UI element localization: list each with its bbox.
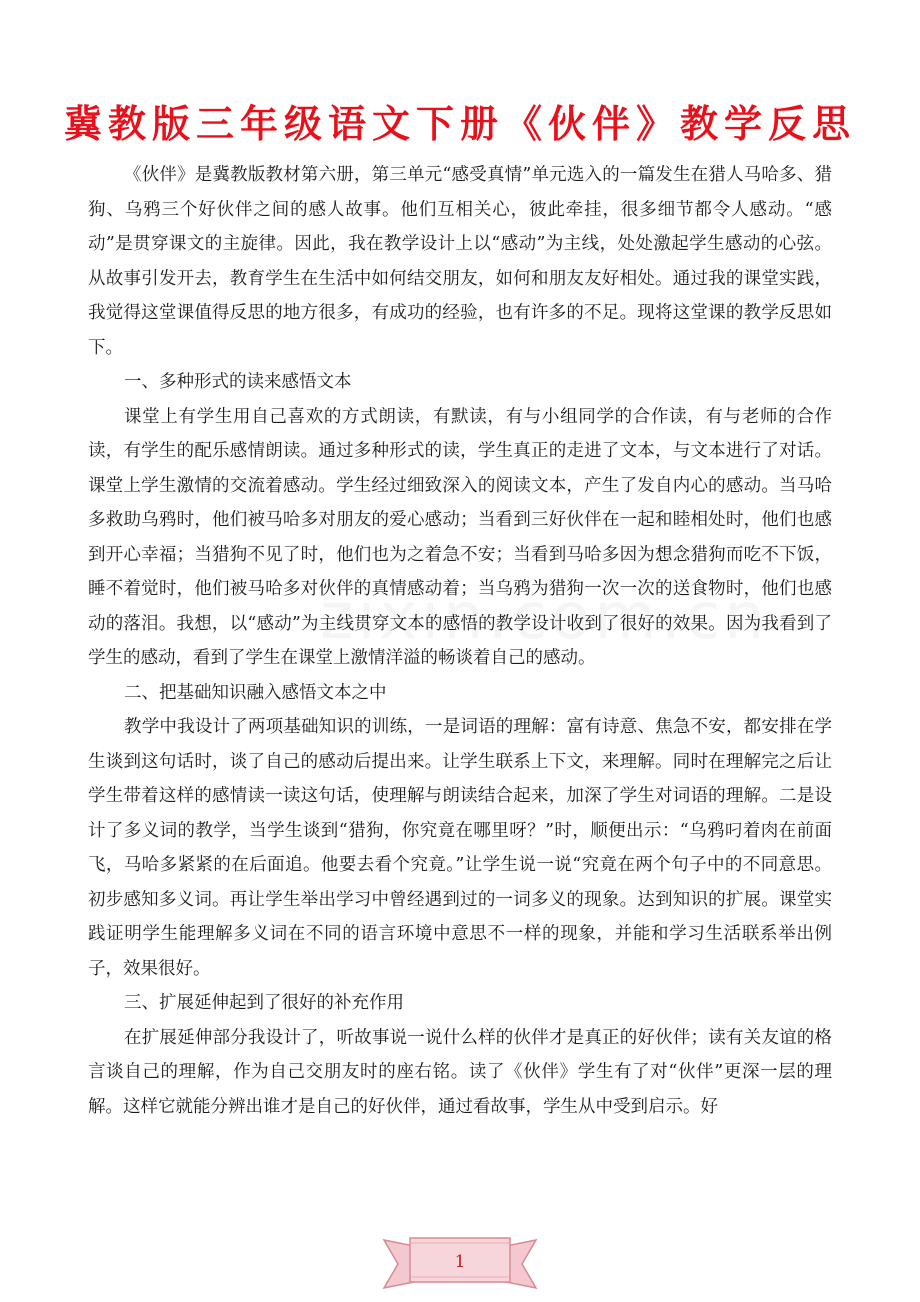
- section-paragraph-2: 教学中我设计了两项基础知识的训练，一是词语的理解：富有诗意、焦急不安，都安排在学生谈到这句话时，谈了自己的感动后提出来。让学生联系上下文，来理解。同时在理解完之后让学生带着这样的感情读一读这句话，使理解与朗读结合起来，加深了学生对词语的理解。二是设计了多义词的教学，当学生谈到“猎狗，你究竟在哪里呀？”时，顺便出示：“乌鸦叼着肉在前面飞，马哈多紧紧的在后面追。他要去看个究竟。”让学生说一说“究竟在两个句子中的不同意思。初步感知多义词。再让学生举出学习中曾经遇到过的一词多义的现象。达到知识的扩展。课堂实践证明学生能理解多义词在不同的语言环境中意思不一样的现象，并能和学习生活联系举出例子，效果很好。: [88, 717, 832, 979]
- page-number: 1: [454, 1252, 466, 1272]
- intro-paragraph: 《伙伴》是冀教版教材第六册，第三单元“感受真情”单元选入的一篇发生在猎人马哈多、猎狗、乌鸦三个好伙伴之间的感人故事。他们互相关心，彼此牵挂，很多细节都令人感动。“感动”是贯穿课文的主旋律。因此，我在教学设计上以“感动”为主线，处处激起学生感动的心弦。从故事引发开去，教育学生在生活中如何结交朋友，如何和朋友友好相处。通过我的课堂实践，我觉得这堂课值得反思的地方很多，有成功的经验，也有许多的不足。现将这堂课的教学反思如下。: [88, 165, 832, 358]
- section-paragraph-1: 课堂上有学生用自己喜欢的方式朗读，有默读，有与小组同学的合作读，有与老师的合作读，有学生的配乐感情朗读。通过多种形式的读，学生真正的走进了文本，与文本进行了对话。课堂上学生激情的交流着感动。学生经过细致深入的阅读文本，产生了发自内心的感动。当马哈多救助乌鸦时，他们被马哈多对朋友的爱心感动；当看到三好伙伴在一起和睦相处时，他们也感到开心幸福；当猎狗不见了时，他们也为之着急不安；当看到马哈多因为想念猎狗而吃不下饭，睡不着觉时，他们被马哈多对伙伴的真情感动着；当乌鸦为猎狗一次一次的送食物时，他们也感动的落泪。我想，以“感动”为主线贯穿文本的感悟的教学设计收到了很好的效果。因为我看到了学生的感动，看到了学生在课堂上激情洋溢的畅谈着自己的感动。: [88, 406, 832, 668]
- section-paragraph-3: 在扩展延伸部分我设计了，听故事说一说什么样的伙伴才是真正的好伙伴；读有关友谊的格言谈自己的理解，作为自己交朋友时的座右铭。读了《伙伴》学生有了对“伙伴”更深一层的理解。这样它就能分辨出谁才是自己的好伙伴，通过看故事，学生从中受到启示。好: [88, 1027, 832, 1117]
- section-heading-3: 三、扩展延伸起到了很好的补充作用: [124, 993, 404, 1013]
- section-heading-1: 一、多种形式的读来感悟文本: [124, 372, 352, 392]
- document-body: [88, 158, 832, 1124]
- document-title: 冀教版三年级语文下册《伙伴》教学反思: [63, 102, 856, 146]
- section-heading-2: 二、把基础知识融入感悟文本之中: [124, 682, 387, 703]
